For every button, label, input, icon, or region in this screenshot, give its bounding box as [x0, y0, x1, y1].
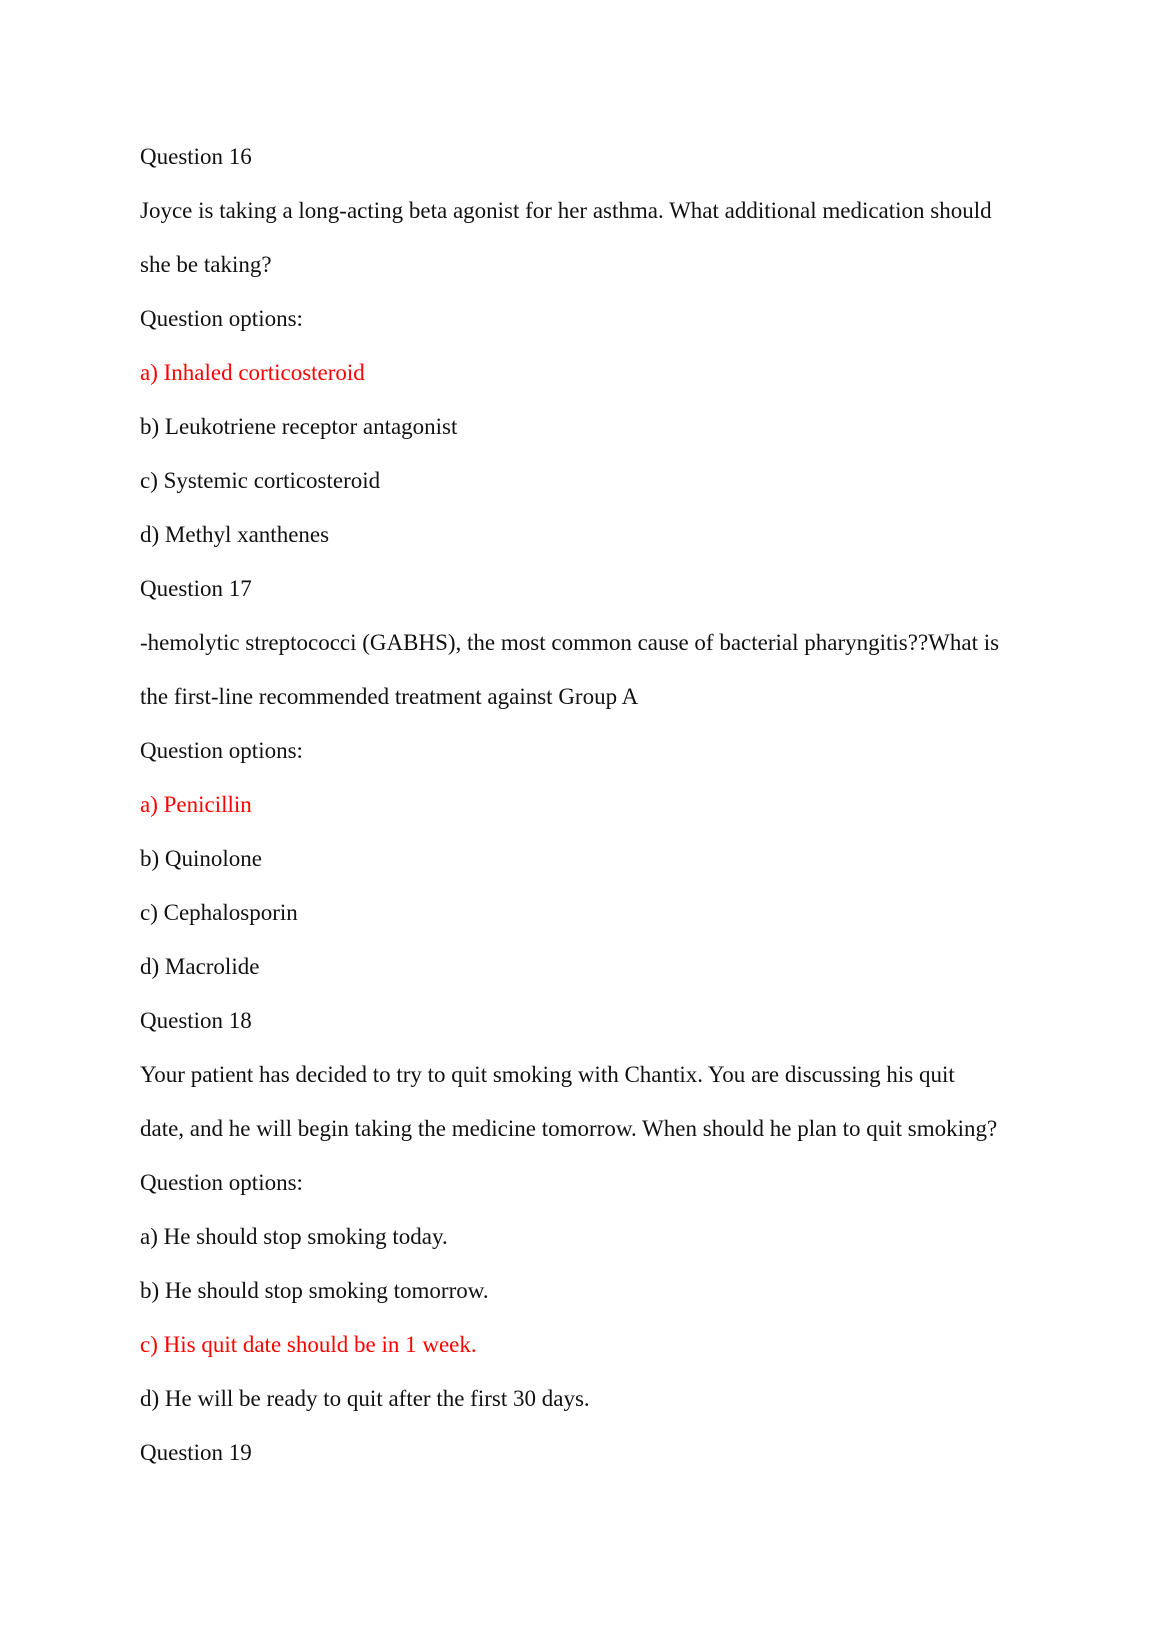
option: b) He should stop smoking tomorrow.	[140, 1278, 489, 1303]
question-block	[140, 994, 1040, 1426]
option-correct: a) Penicillin	[140, 792, 252, 817]
question-prompt-line: she be taking?	[140, 252, 272, 277]
option: d) Macrolide	[140, 954, 260, 979]
question-heading: Question 17	[140, 576, 252, 601]
document-page	[140, 130, 1040, 1480]
options-label: Question options:	[140, 306, 303, 331]
option: b) Leukotriene receptor antagonist	[140, 414, 458, 439]
question-heading: Question 16	[140, 144, 252, 169]
options-label: Question options:	[140, 1170, 303, 1195]
option: b) Quinolone	[140, 846, 263, 871]
option: d) Methyl xanthenes	[140, 522, 330, 547]
question-prompt-line: date, and he will begin taking the medicine tomorrow. When should he plan to quit smoking?	[140, 1116, 998, 1141]
option-correct: a) Inhaled corticosteroid	[140, 360, 365, 385]
question-block	[140, 562, 1040, 994]
option: a) He should stop smoking today.	[140, 1224, 448, 1249]
option: c) Cephalosporin	[140, 900, 298, 925]
question-prompt-line: -hemolytic streptococci (GABHS), the most common cause of bacterial pharyngitis??What is	[140, 630, 1000, 655]
question-heading: Question 19	[140, 1440, 252, 1465]
option: d) He will be ready to quit after the first 30 days.	[140, 1386, 590, 1411]
options-label: Question options:	[140, 738, 303, 763]
question-prompt-line: the first-line recommended treatment against Group A	[140, 684, 639, 709]
option: c) Systemic corticosteroid	[140, 468, 381, 493]
question-block	[140, 1426, 1040, 1480]
question-block	[140, 130, 1040, 562]
question-heading: Question 18	[140, 1008, 252, 1033]
question-prompt-line: Joyce is taking a long-acting beta agonist for her asthma. What additional medication should	[140, 198, 992, 223]
question-prompt-line: Your patient has decided to try to quit smoking with Chantix. You are discussing his quit	[140, 1062, 955, 1087]
option-correct: c) His quit date should be in 1 week.	[140, 1332, 477, 1357]
